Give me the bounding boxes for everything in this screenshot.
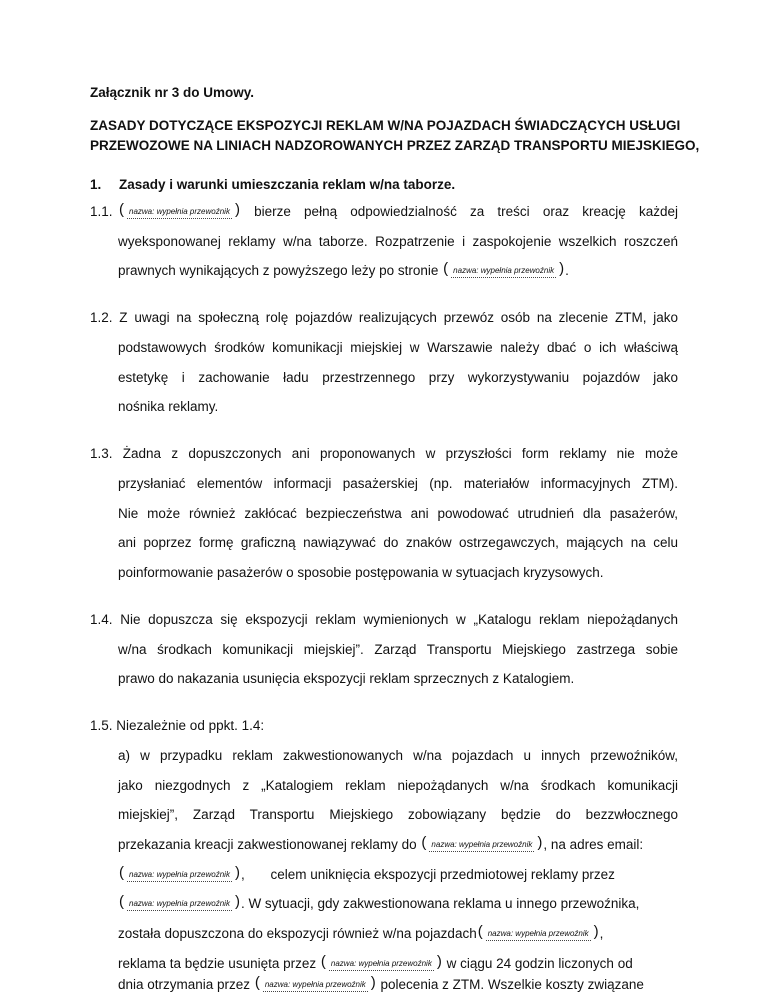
p1-5-line-10: dnia otrzymania przez ( nazwa: wypełnia przewoźnik ) polecenia z ZTM. Wszelkie koszty związane xyxy=(118,976,644,994)
p1-1-number: 1.1. xyxy=(90,204,113,219)
p1-4-line-3: prawo do nakazania usunięcia ekspozycji reklam sprzecznych z Katalogiem. xyxy=(118,671,575,686)
p1-5-line-2: a) w przypadku reklam zakwestionowanych w/na pojazdach u innych przewoźników, xyxy=(118,748,678,763)
p1-4-line-1: 1.4. Nie dopuszcza się ekspozycji reklam wymienionych w „Katalogu reklam niepożądanych xyxy=(90,612,678,627)
p1-3-line-2: przysłaniać elementów informacji pasażerskiej (np. materiałów informacyjnych ZTM). xyxy=(118,476,678,491)
p1-5-line-5: przekazania kreacji zakwestionowanej reklamy do ( nazwa: wypełnia przewoźnik ) , na adres email: xyxy=(118,836,643,854)
p1-5-line-9: reklama ta będzie usunięta przez ( nazwa: wypełnia przewoźnik ) w ciągu 24 godzin liczonych od xyxy=(118,955,633,973)
p1-3-line-4: ani poprzez formę graficzną nawiązywać do znaków ostrzegawczych, mających na celu xyxy=(118,535,678,550)
p1-3-line-1: 1.3. Żadna z dopuszczonych ani proponowanych w przyszłości form reklamy nie może xyxy=(90,446,678,461)
p1-3-line-5: poinformowanie pasażerów o sposobie postępowania w sytuacjach kryzysowych. xyxy=(118,565,604,580)
carrier-email-placeholder: ( nazwa: wypełnia przewoźnik ) xyxy=(119,866,240,884)
p1-5-line-1: 1.5. Niezależnie od ppkt. 1.4: xyxy=(90,718,265,733)
carrier-name-placeholder: ( nazwa: wypełnia przewoźnik ) xyxy=(119,895,240,913)
p1-2-line-1: 1.2. Z uwagi na społeczną rolę pojazdów realizujących przewóz osób na zlecenie ZTM, jako xyxy=(90,310,678,325)
document-title-line-2: PRZEWOZOWE NA LINIACH NADZOROWANYCH PRZEZ ZARZĄD TRANSPORTU MIEJSKIEGO, xyxy=(90,138,700,153)
carrier-name-placeholder: ( nazwa: wypełnia przewoźnik ) xyxy=(119,203,240,221)
attachment-label: Załącznik nr 3 do Umowy. xyxy=(90,85,255,100)
carrier-name-placeholder: ( nazwa: wypełnia przewoźnik ) xyxy=(478,925,599,943)
section-1-number: 1. xyxy=(90,177,102,192)
document-title-line-1: ZASADY DOTYCZĄCE EKSPOZYCJI REKLAM W/NA POJAZDACH ŚWIADCZĄCYCH USŁUGI xyxy=(90,118,681,133)
p1-2-line-2: podstawowych środków komunikacji miejskiej w Warszawie należy dbać o ich właściwą xyxy=(118,340,678,355)
carrier-name-placeholder: ( nazwa: wypełnia przewoźnik ) xyxy=(421,836,542,854)
p1-1-line-1: ( nazwa: wypełnia przewoźnik ) bierze pełną odpowiedzialność za treści oraz kreację każdej xyxy=(118,203,678,221)
p1-1-line-2: wyeksponowanej reklamy w/na taborze. Rozpatrzenie i zaspokojenie wszelkich roszczeń xyxy=(118,234,678,249)
p1-5-line-3: jako niezgodnych z „Katalogiem reklam niepożądanych w/na środkach komunikacji xyxy=(118,778,678,793)
p1-5-line-7: ( nazwa: wypełnia przewoźnik ) . W sytuacji, gdy zakwestionowana reklama u innego przewoźnika, xyxy=(118,895,639,913)
carrier-name-placeholder: ( nazwa: wypełnia przewoźnik ) xyxy=(321,955,442,973)
carrier-name-placeholder: ( nazwa: wypełnia przewoźnik ) xyxy=(255,976,376,994)
p1-5-line-8: została dopuszczona do ekspozycji również w/na pojazdach( nazwa: wypełnia przewoźnik ) , xyxy=(118,925,603,943)
p1-1-line-3: prawnych wynikających z powyższego leży po stronie ( nazwa: wypełnia przewoźnik ) . xyxy=(118,262,569,280)
p1-5-line-4: miejskiej”, Zarząd Transportu Miejskiego zobowiązany będzie do bezzwłocznego xyxy=(118,807,678,822)
p1-5-line-6: ( nazwa: wypełnia przewoźnik ) , celem uniknięcia ekspozycji przedmiotowej reklamy przez xyxy=(118,866,615,884)
p1-2-line-3: estetykę i zachowanie ładu przestrzennego przy wykorzystywaniu pojazdów jako xyxy=(118,370,678,385)
p1-4-line-2: w/na środkach komunikacji miejskiej”. Zarząd Transportu Miejskiego zastrzega sobie xyxy=(118,642,678,657)
carrier-name-placeholder: ( nazwa: wypełnia przewoźnik ) xyxy=(443,262,564,280)
section-1-heading: Zasady i warunki umieszczania reklam w/na taborze. xyxy=(119,177,456,192)
p1-3-line-3: Nie może również zakłócać bezpieczeństwa ani powodować utrudnień dla pasażerów, xyxy=(118,506,678,521)
p1-2-line-4: nośnika reklamy. xyxy=(118,399,219,414)
